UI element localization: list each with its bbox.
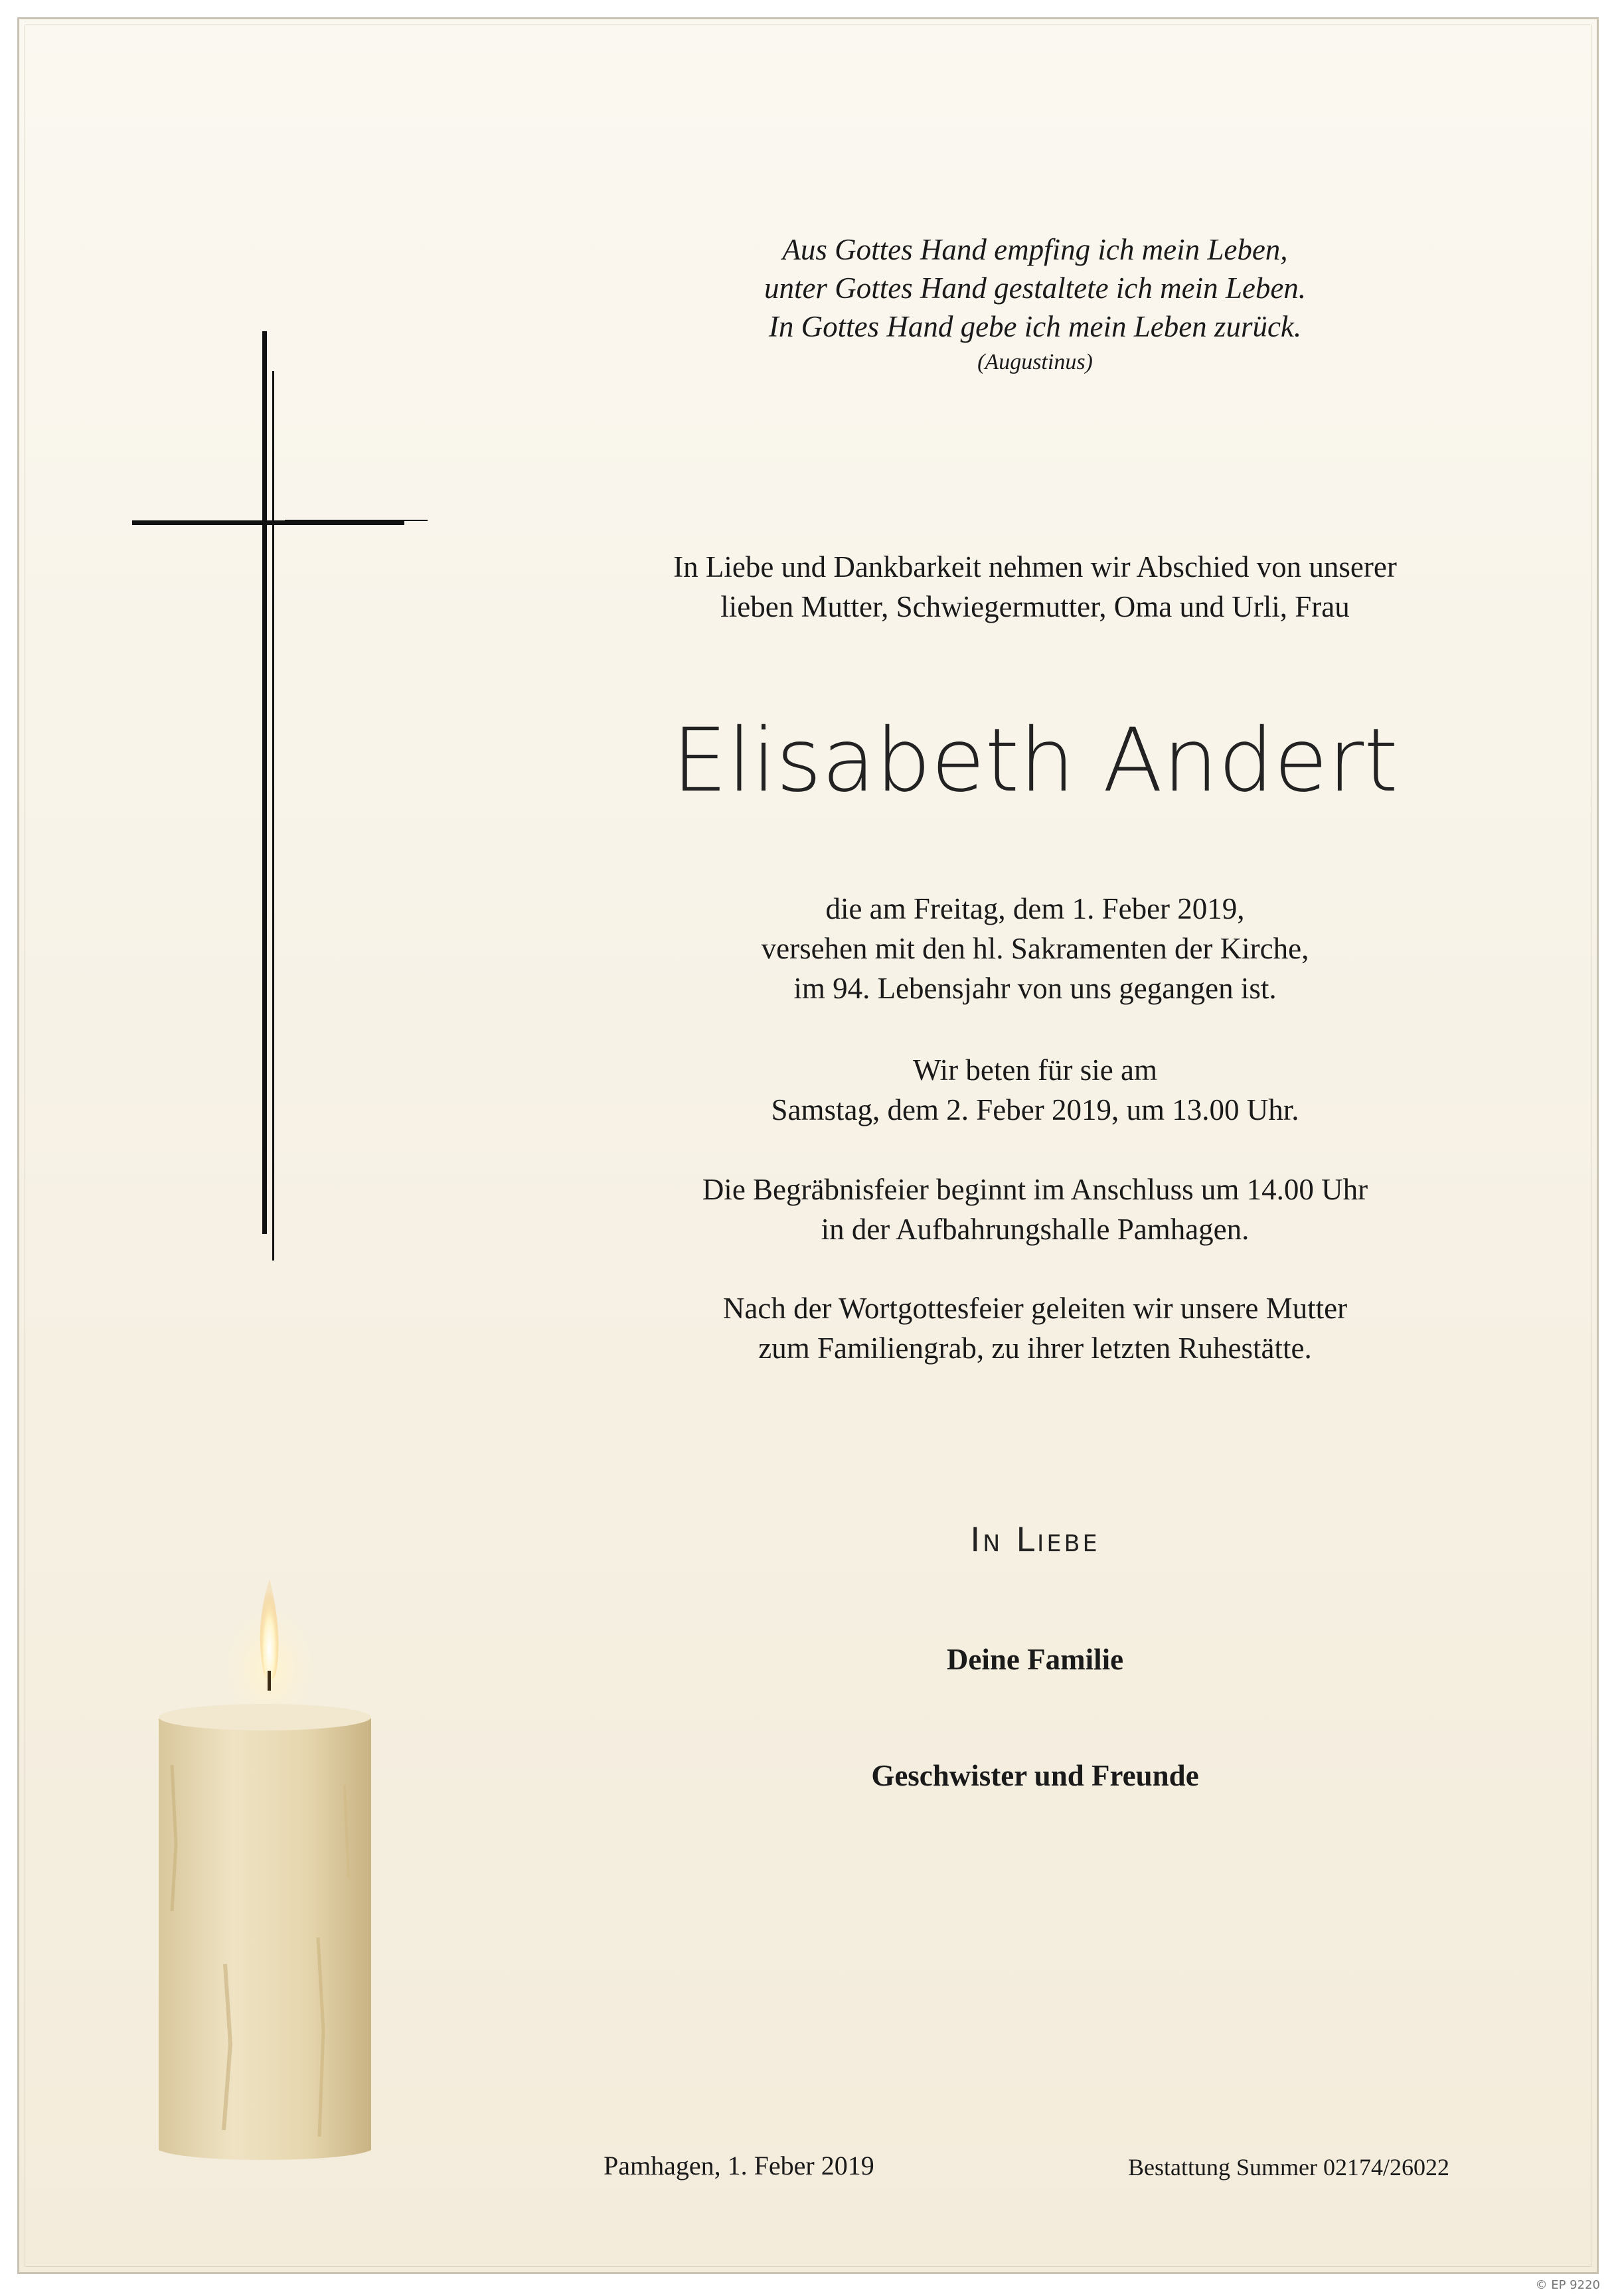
- burial-info: [617, 1288, 1453, 1368]
- print-code: © EP 9220: [1535, 2278, 1600, 2292]
- place-date: Pamhagen, 1. Feber 2019: [604, 2151, 874, 2181]
- candle-icon: [145, 1566, 384, 2163]
- obituary-page: [17, 17, 1599, 2274]
- cross-icon: [19, 19, 484, 1280]
- intro-line: lieben Mutter, Schwiegermutter, Oma und Urli, Frau: [720, 590, 1350, 623]
- motto: [617, 230, 1453, 346]
- motto-line: unter Gottes Hand gestaltete ich mein Leben.: [764, 271, 1307, 305]
- intro-text: [617, 547, 1453, 627]
- funeral-info: [617, 1170, 1453, 1249]
- prayer-info: [617, 1050, 1453, 1130]
- undertaker-info: Bestattung Summer 02174/26022: [1128, 2154, 1449, 2181]
- death-info-line: versehen mit den hl. Sakramenten der Kirche,: [761, 932, 1309, 965]
- motto-line: Aus Gottes Hand empfing ich mein Leben,: [782, 233, 1288, 266]
- prayer-line: Samstag, dem 2. Feber 2019, um 13.00 Uhr.: [771, 1093, 1299, 1126]
- death-info-line: die am Freitag, dem 1. Feber 2019,: [825, 892, 1245, 925]
- motto-line: In Gottes Hand gebe ich mein Leben zurück.: [768, 310, 1302, 343]
- funeral-line: Die Begräbnisfeier beginnt im Anschluss um 14.00 Uhr: [702, 1173, 1368, 1206]
- death-info-line: im 94. Lebensjahr von uns gegangen ist.: [793, 972, 1277, 1005]
- funeral-line: in der Aufbahrungshalle Pamhagen.: [821, 1213, 1250, 1246]
- burial-line: Nach der Wortgottesfeier geleiten wir unsere Mutter: [722, 1292, 1348, 1325]
- death-info: [617, 889, 1453, 1008]
- prayer-line: Wir beten für sie am: [912, 1053, 1158, 1087]
- others-signature: Geschwister und Freunde: [871, 1759, 1199, 1792]
- deceased-name: Elisabeth Andert: [672, 710, 1398, 812]
- in-liebe-heading: In Liebe: [970, 1521, 1100, 1559]
- intro-line: In Liebe und Dankbarkeit nehmen wir Abschied von unserer: [673, 550, 1397, 583]
- burial-line: zum Familiengrab, zu ihrer letzten Ruhestätte.: [758, 1332, 1312, 1365]
- family-signature: Deine Familie: [946, 1643, 1124, 1676]
- motto-source: (Augustinus): [977, 350, 1093, 374]
